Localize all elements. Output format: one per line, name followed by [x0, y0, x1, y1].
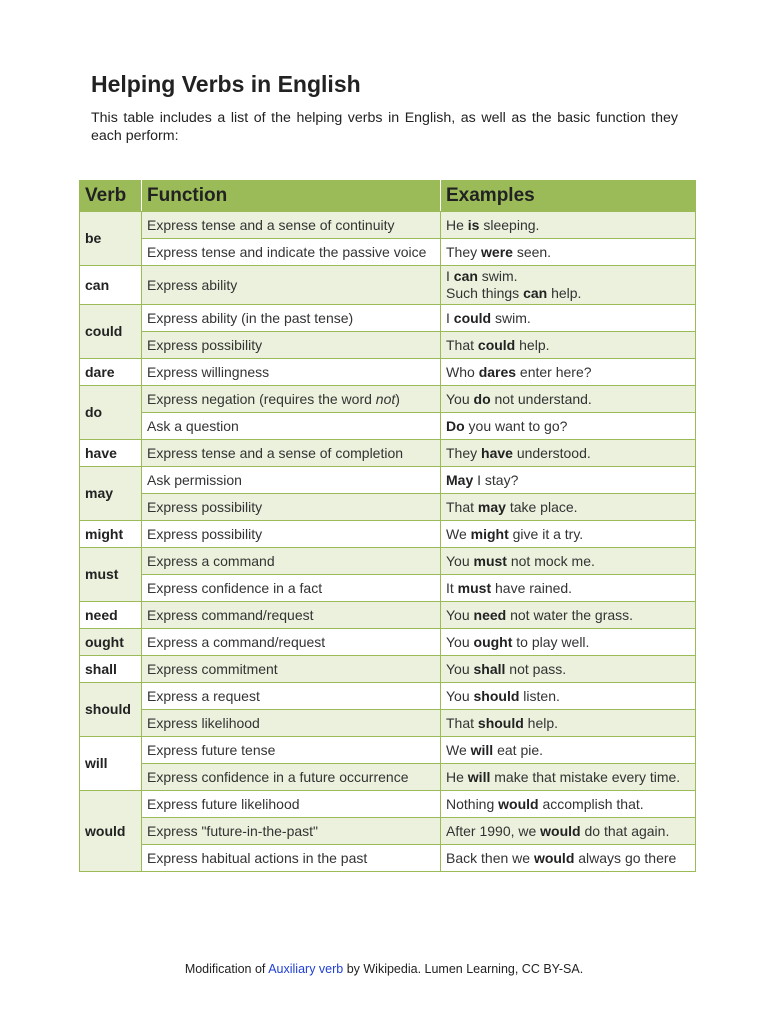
function-cell: Express likelihood: [142, 710, 441, 737]
verb-cell: do: [80, 386, 142, 440]
function-cell: Express a command: [142, 548, 441, 575]
example-cell: [441, 656, 696, 683]
example-text: to play well.: [512, 633, 590, 650]
example-verb: can: [523, 285, 548, 301]
example-text: have rained.: [491, 579, 573, 596]
function-cell: Express command/request: [142, 602, 441, 629]
helping-verbs-table: [79, 180, 696, 872]
example-text: That: [446, 336, 478, 353]
table-row: [80, 764, 696, 791]
table-row: [80, 575, 696, 602]
example-text: you want to go?: [464, 417, 568, 434]
table-row: [80, 521, 696, 548]
example-cell: [441, 521, 696, 548]
intro-paragraph: This table includes a list of the helping verbs in English, as well as the basic function they each perform:: [91, 110, 678, 144]
table-row: [80, 359, 696, 386]
example-cell: [441, 764, 696, 791]
example-cell: [441, 629, 696, 656]
table-row: [80, 710, 696, 737]
function-text: ): [395, 390, 400, 407]
example-text: That: [446, 714, 478, 731]
function-cell: Express tense and indicate the passive voice: [142, 239, 441, 266]
example-text: not mock me.: [506, 552, 595, 569]
auxiliary-verb-link[interactable]: Auxiliary verb: [268, 962, 344, 976]
example-cell: [441, 305, 696, 332]
example-cell: [441, 212, 696, 239]
verb-cell: can: [80, 266, 142, 305]
table-row: [80, 467, 696, 494]
example-cell: [441, 332, 696, 359]
example-cell: [441, 440, 696, 467]
example-text: Back then we: [446, 849, 534, 866]
example-verb: would: [533, 849, 575, 866]
verb-cell: need: [80, 602, 142, 629]
verb-cell: could: [80, 305, 142, 359]
example-text: That: [446, 498, 478, 515]
verb-cell: might: [80, 521, 142, 548]
example-cell: [441, 494, 696, 521]
table-row: [80, 332, 696, 359]
verb-cell: will: [80, 737, 142, 791]
example-text: I: [446, 268, 454, 284]
example-text: accomplish that.: [538, 795, 644, 812]
example-verb: need: [473, 606, 507, 623]
example-verb: may: [477, 498, 506, 515]
example-verb: could: [477, 336, 516, 353]
example-text: not water the grass.: [506, 606, 634, 623]
example-verb: do: [473, 390, 491, 407]
example-text: seen.: [512, 243, 552, 260]
example-verb: might: [470, 525, 509, 542]
example-cell: [441, 845, 696, 872]
header-function: Function: [142, 181, 441, 212]
table-row: [80, 548, 696, 575]
table-row: [80, 656, 696, 683]
example-text: sleeping.: [479, 216, 540, 233]
example-text: You: [446, 633, 474, 650]
example-cell: [441, 359, 696, 386]
footer-prefix: Modification of: [184, 962, 269, 976]
verb-cell: would: [80, 791, 142, 872]
table-row: [80, 683, 696, 710]
function-cell: Express a request: [142, 683, 441, 710]
example-text: not pass.: [505, 660, 567, 677]
header-examples: Examples: [441, 181, 696, 212]
function-cell: Express a command/request: [142, 629, 441, 656]
header-verb: Verb: [80, 181, 142, 212]
example-text: You: [446, 687, 474, 704]
verb-cell: dare: [80, 359, 142, 386]
function-cell: Express willingness: [142, 359, 441, 386]
example-verb: will: [467, 768, 491, 785]
table-row: [80, 212, 696, 239]
example-text: You: [446, 606, 474, 623]
example-text: I: [446, 309, 454, 326]
table-row: [80, 440, 696, 467]
table-row: [80, 266, 696, 305]
example-verb: would: [498, 795, 539, 812]
example-verb: ought: [473, 633, 513, 650]
example-verb: have: [481, 444, 513, 461]
example-cell: [441, 791, 696, 818]
function-cell: Express tense and a sense of continuity: [142, 212, 441, 239]
example-text: He: [446, 768, 468, 785]
footer-suffix: by Wikipedia. Lumen Learning, CC BY-SA.: [343, 962, 584, 976]
example-cell: [441, 239, 696, 266]
table-row: [80, 413, 696, 440]
example-cell: [441, 467, 696, 494]
example-text: listen.: [519, 687, 560, 704]
function-cell: Express future likelihood: [142, 791, 441, 818]
example-cell: [441, 737, 696, 764]
example-text: They: [446, 243, 482, 260]
function-cell: Express ability (in the past tense): [142, 305, 441, 332]
example-text: help.: [523, 714, 559, 731]
function-cell: Express "future-in-the-past": [142, 818, 441, 845]
example-text: take place.: [505, 498, 578, 515]
table-row: [80, 239, 696, 266]
example-verb: would: [540, 822, 581, 839]
example-verb: were: [481, 243, 513, 260]
table-row: [80, 494, 696, 521]
example-text: give it a try.: [508, 525, 584, 542]
example-cell: [441, 710, 696, 737]
function-cell: [142, 386, 441, 413]
table-row: [80, 305, 696, 332]
example-text: make that mistake every time.: [490, 768, 681, 785]
example-text: You: [446, 552, 474, 569]
example-text: It: [446, 579, 458, 596]
function-cell: Express possibility: [142, 521, 441, 548]
example-text: help.: [547, 285, 582, 301]
example-text: swim.: [491, 309, 531, 326]
function-cell: Express future tense: [142, 737, 441, 764]
function-text: not: [375, 390, 396, 407]
example-text: Who: [446, 363, 479, 380]
example-cell: [441, 266, 696, 305]
verb-cell: should: [80, 683, 142, 737]
example-verb: should: [477, 714, 524, 731]
function-text: Express negation (requires the word: [147, 390, 376, 407]
example-verb: is: [467, 216, 480, 233]
table-header-row: [80, 181, 696, 212]
table-row: [80, 791, 696, 818]
example-text: do that again.: [580, 822, 670, 839]
example-cell: [441, 548, 696, 575]
example-cell: [441, 602, 696, 629]
example-text: After 1990, we: [446, 822, 541, 839]
example-cell: [441, 413, 696, 440]
example-verb: should: [473, 687, 520, 704]
example-cell: [441, 683, 696, 710]
function-cell: Express ability: [142, 266, 441, 305]
example-text: They: [446, 444, 482, 461]
example-text: You: [446, 390, 474, 407]
function-cell: Express habitual actions in the past: [142, 845, 441, 872]
example-text: We: [446, 741, 471, 758]
verb-cell: have: [80, 440, 142, 467]
function-cell: Ask permission: [142, 467, 441, 494]
example-text: We: [446, 525, 471, 542]
example-text: You: [446, 660, 474, 677]
example-verb: shall: [473, 660, 506, 677]
table-row: [80, 845, 696, 872]
function-cell: Ask a question: [142, 413, 441, 440]
example-cell: [441, 575, 696, 602]
verb-cell: must: [80, 548, 142, 602]
verb-cell: be: [80, 212, 142, 266]
example-verb: could: [453, 309, 492, 326]
example-verb: can: [453, 268, 478, 284]
function-cell: Express confidence in a fact: [142, 575, 441, 602]
example-cell: [441, 386, 696, 413]
example-text: He: [446, 216, 468, 233]
example-text: understood.: [512, 444, 591, 461]
example-verb: May: [446, 471, 474, 488]
verb-cell: may: [80, 467, 142, 521]
example-verb: must: [457, 579, 492, 596]
example-text: Nothing: [446, 795, 499, 812]
example-text: enter here?: [516, 363, 592, 380]
table-row: [80, 386, 696, 413]
example-cell: [441, 818, 696, 845]
table-row: [80, 818, 696, 845]
function-cell: Express commitment: [142, 656, 441, 683]
function-cell: Express possibility: [142, 332, 441, 359]
table-body: [80, 212, 696, 872]
function-cell: Express confidence in a future occurrence: [142, 764, 441, 791]
example-text: always go there: [574, 849, 677, 866]
example-verb: must: [473, 552, 507, 569]
page-title: Helping Verbs in English: [91, 71, 361, 97]
example-text: not understand.: [490, 390, 592, 407]
table-row: [80, 737, 696, 764]
attribution-footer: [0, 962, 768, 976]
example-text: I stay?: [473, 471, 519, 488]
example-text: help.: [515, 336, 550, 353]
function-cell: Express possibility: [142, 494, 441, 521]
example-text: eat pie.: [493, 741, 544, 758]
table-row: [80, 602, 696, 629]
example-verb: Do: [446, 417, 465, 434]
function-cell: Express tense and a sense of completion: [142, 440, 441, 467]
table-row: [80, 629, 696, 656]
example-text: Such things: [446, 285, 524, 301]
example-verb: dares: [478, 363, 517, 380]
verb-cell: shall: [80, 656, 142, 683]
example-text: swim.: [477, 268, 518, 284]
example-verb: will: [470, 741, 494, 758]
verb-cell: ought: [80, 629, 142, 656]
